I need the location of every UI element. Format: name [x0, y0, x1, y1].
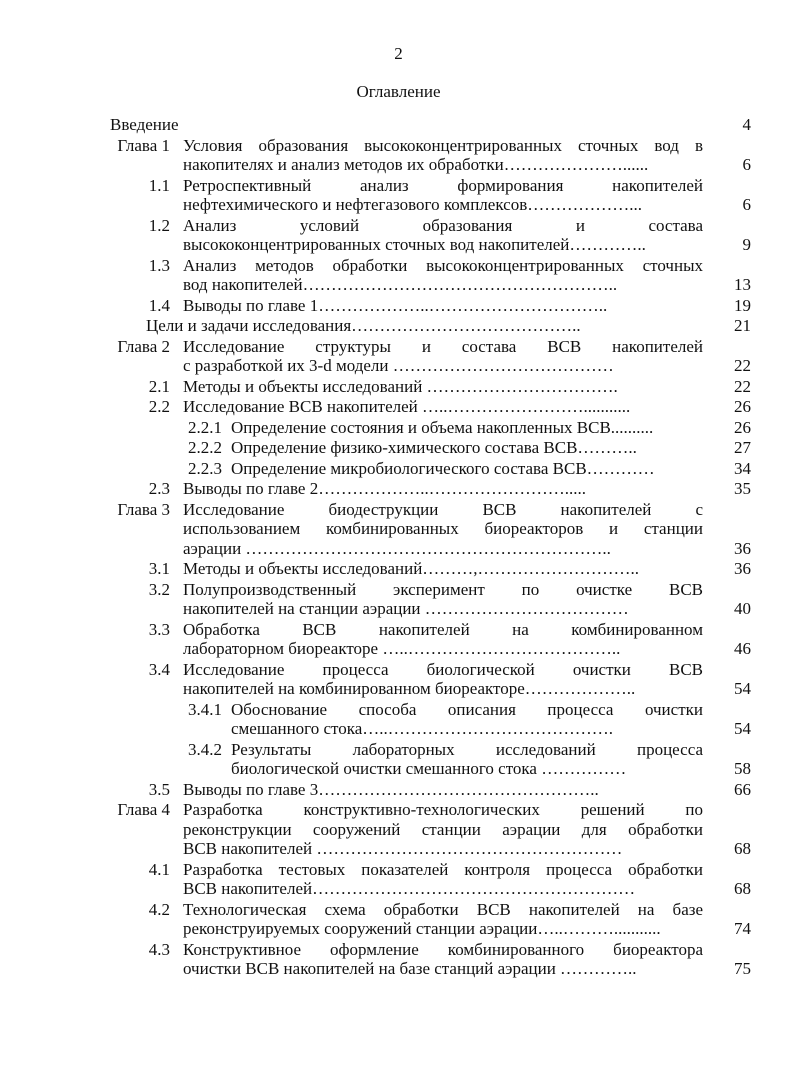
toc-entry[interactable] [0, 216, 797, 256]
toc-entry-page: 6 [742, 155, 751, 174]
toc-entry-title [183, 580, 703, 619]
toc-entry-title-line: Определение физико-химического состава ВСВ……….. [231, 438, 637, 457]
toc-entry-title [183, 176, 703, 215]
toc-entry[interactable] [0, 418, 797, 439]
toc-entry-title-line: с разработкой их 3-d модели ………………………………… [183, 356, 614, 375]
toc-entry[interactable] [0, 500, 797, 560]
toc-entry-number: 1.1 [148, 175, 170, 195]
toc-entry-number: 3.4.1 [188, 699, 222, 719]
toc-entry-number: 1.3 [148, 255, 170, 275]
toc-entry-page: 36 [734, 538, 751, 558]
toc-entry[interactable] [0, 620, 797, 660]
toc-entry-page: 54 [734, 719, 751, 738]
toc-entry-title [183, 940, 703, 979]
toc-entry-title [183, 860, 703, 899]
toc-entry-page: 66 [734, 779, 751, 799]
toc-entry-title [183, 900, 703, 939]
toc-entry-page: 54 [734, 679, 751, 698]
toc-entry-number: 3.3 [148, 619, 170, 639]
toc-entry-title-line: накопителей на комбинированном биореакторе……………….. [183, 679, 636, 698]
toc-entry-page: 68 [734, 879, 751, 898]
toc-entry-title-line: Исследование ВСВ накопителей …..……………………........... [183, 397, 631, 416]
toc-entry-title-line: Выводы по главе 1………………..………………………….. [183, 295, 608, 315]
toc-entry[interactable] [0, 479, 797, 500]
toc-entry-title-line: Разработка тестовых показателей контроля процесса обработки [183, 859, 703, 879]
toc-entry-title-line: биологической очистки смешанного стока …………… [231, 759, 627, 778]
toc-entry-title-line: ВСВ накопителей………………………………………………… [183, 879, 636, 898]
toc-entry-title-line: нефтехимического и нефтегазового комплексов………………... [183, 195, 642, 214]
toc-title: Оглавление [356, 82, 441, 101]
toc-entry[interactable] [0, 700, 797, 740]
toc-entry-title-line: Разработка конструктивно-технологических решений по [183, 800, 703, 819]
toc-entry-title-line: аэрации ……………………………………………………….. [183, 538, 611, 558]
toc-entry-page: 26 [734, 397, 751, 416]
toc-entry-title [183, 479, 703, 499]
toc-entry[interactable] [0, 900, 797, 940]
toc-entry-number: 3.4.2 [188, 739, 222, 759]
toc-entry-number: 2.2.1 [188, 417, 222, 437]
toc-entry[interactable] [0, 337, 797, 377]
table-of-contents [0, 115, 797, 980]
toc-entry-title [183, 136, 703, 175]
toc-entry[interactable] [0, 176, 797, 216]
toc-entry-number: Глава 2 [117, 336, 170, 356]
toc-entry-page: 4 [742, 115, 751, 134]
toc-entry-number: 1.2 [148, 215, 170, 235]
toc-entry-title-line: Определение состояния и объема накопленных ВСВ.......... [231, 417, 654, 437]
toc-entry-title [183, 800, 703, 859]
toc-entry-title-line: Исследование процесса биологической очистки ВСВ [183, 659, 703, 679]
toc-entry-title-line: Выводы по главе 3………………………………………….. [183, 779, 599, 799]
toc-entry-title-line: Конструктивное оформление комбинированного биореактора [183, 939, 703, 959]
toc-entry-title [183, 296, 703, 316]
toc-entry-title [231, 740, 703, 779]
toc-entry-title-line: лабораторном биореакторе …..……………………………….. [183, 639, 621, 658]
toc-entry-page: 68 [734, 839, 751, 858]
toc-entry[interactable] [0, 940, 797, 980]
toc-entry-title [110, 115, 703, 135]
toc-entry-title [231, 700, 703, 739]
toc-entry-number: 4.2 [148, 899, 170, 919]
page-number: 2 [394, 44, 403, 63]
toc-entry-title-line: Методы и объекты исследований ……………………………. [183, 376, 618, 396]
toc-entry[interactable] [0, 459, 797, 480]
toc-entry-title-line: Методы и объекты исследований………,……………………….. [183, 559, 640, 578]
toc-entry[interactable] [0, 740, 797, 780]
toc-entry-title-line: накопителей на станции аэрации ……………………………… [183, 599, 629, 618]
toc-entry[interactable] [0, 559, 797, 580]
toc-entry-page: 22 [734, 376, 751, 396]
toc-entry-page: 58 [734, 759, 751, 778]
toc-entry[interactable] [0, 256, 797, 296]
toc-entry-page: 74 [734, 919, 751, 938]
toc-entry-title [183, 337, 703, 376]
toc-entry-title-line: реконструкции сооружений станции аэрации для обработки [183, 819, 703, 839]
toc-entry-title-line: Исследование структуры и состава ВСВ накопителей [183, 336, 703, 356]
toc-entry-title-line: Цели и задачи исследования………………………………….. [146, 316, 581, 335]
toc-entry-page: 36 [734, 559, 751, 578]
toc-entry-page: 19 [734, 295, 751, 315]
toc-entry-number: 3.2 [148, 579, 170, 599]
toc-entry-title-line: вод накопителей……………………………………………….. [183, 275, 618, 294]
toc-entry-title [183, 377, 703, 397]
toc-entry-title-line: ВСВ накопителей ……………………………………………… [183, 839, 623, 858]
toc-entry[interactable] [0, 438, 797, 459]
toc-entry-title-line: Результаты лабораторных исследований процесса [231, 739, 703, 759]
toc-entry-title-line: смешанного стока…..…………………………………. [231, 719, 614, 738]
toc-entry-title-line: Анализ условий образования и состава [183, 215, 703, 235]
toc-entry-title-line: Выводы по главе 2………………..……………………..... [183, 479, 586, 498]
toc-entry-number: Глава 3 [117, 499, 170, 519]
toc-entry-page: 46 [734, 639, 751, 658]
toc-entry-title [183, 256, 703, 295]
toc-entry-title-line: Анализ методов обработки высококонцентрированных сточных [183, 255, 703, 275]
toc-entry-title [183, 397, 703, 417]
toc-entry-number: 4.3 [148, 939, 170, 959]
toc-entry-page: 13 [734, 275, 751, 294]
toc-entry-title-line: высококонцентрированных сточных вод накопителей………….. [183, 235, 646, 254]
toc-entry-number: 3.4 [148, 659, 170, 679]
toc-entry-title [183, 500, 703, 559]
toc-entry-number: 4.1 [148, 859, 170, 879]
toc-entry[interactable] [0, 580, 797, 620]
toc-entry[interactable] [0, 780, 797, 801]
toc-entry[interactable] [0, 397, 797, 418]
toc-entry[interactable] [0, 860, 797, 900]
toc-entry-page: 22 [734, 356, 751, 375]
toc-entry-number: 2.2.2 [188, 438, 222, 457]
toc-entry-page: 9 [742, 235, 751, 254]
toc-entry-title [231, 459, 703, 479]
toc-entry-title [231, 438, 703, 458]
toc-entry-number: Глава 4 [117, 800, 170, 819]
toc-entry[interactable] [0, 115, 797, 136]
toc-entry-title [231, 418, 703, 438]
toc-entry-title-line: Полупроизводственный эксперимент по очистке ВСВ [183, 579, 703, 599]
toc-entry-title-line: Исследование биодеструкции ВСВ накопителей с [183, 499, 703, 519]
toc-entry-title [183, 620, 703, 659]
toc-entry-number: 1.4 [148, 295, 170, 315]
toc-entry-title-line: Технологическая схема обработки ВСВ накопителей на базе [183, 899, 703, 919]
toc-entry-title-line: Ретроспективный анализ формирования накопителей [183, 175, 703, 195]
toc-entry-number: 3.1 [148, 559, 170, 578]
toc-entry-title [183, 780, 703, 800]
toc-entry-title [146, 316, 703, 336]
toc-entry-number: 3.5 [148, 779, 170, 799]
toc-entry[interactable] [0, 800, 797, 860]
toc-entry-page: 6 [742, 195, 751, 214]
toc-entry[interactable] [0, 377, 797, 398]
toc-entry-page: 27 [734, 438, 751, 457]
toc-entry-title [183, 559, 703, 579]
toc-entry-title-line: Обоснование способа описания процесса очистки [231, 699, 703, 719]
toc-entry-title-line: накопителях и анализ методов их обработки…………………...... [183, 155, 649, 174]
toc-entry[interactable] [0, 316, 797, 337]
toc-entry-title [183, 660, 703, 699]
toc-entry[interactable] [0, 136, 797, 176]
toc-entry-title [183, 216, 703, 255]
toc-entry-title-line: Условия образования высококонцентрированных сточных вод в [183, 135, 703, 155]
toc-entry-title-line: Введение [110, 115, 179, 134]
toc-entry-page: 75 [734, 959, 751, 978]
toc-entry[interactable] [0, 660, 797, 700]
toc-entry[interactable] [0, 296, 797, 317]
toc-entry-title-line: очистки ВСВ накопителей на базе станций аэрации ………….. [183, 959, 637, 978]
toc-entry-number: 2.2 [148, 397, 170, 416]
toc-entry-page: 40 [734, 599, 751, 618]
toc-entry-number: 2.3 [148, 479, 170, 498]
toc-entry-number: 2.1 [148, 376, 170, 396]
toc-entry-title-line: реконструируемых сооружений станции аэрации…..………........... [183, 919, 661, 938]
toc-entry-page: 34 [734, 458, 751, 478]
toc-entry-number: 2.2.3 [188, 458, 222, 478]
toc-entry-title-line: Обработка ВСВ накопителей на комбинированном [183, 619, 703, 639]
toc-entry-number: Глава 1 [117, 135, 170, 155]
toc-entry-title-line: Определение микробиологического состава ВСВ………… [231, 458, 655, 478]
toc-entry-page: 21 [734, 316, 751, 335]
toc-entry-page: 35 [734, 479, 751, 498]
toc-entry-title-line: использованием комбинированных биореакторов и станции [183, 519, 703, 538]
toc-entry-page: 26 [734, 417, 751, 437]
